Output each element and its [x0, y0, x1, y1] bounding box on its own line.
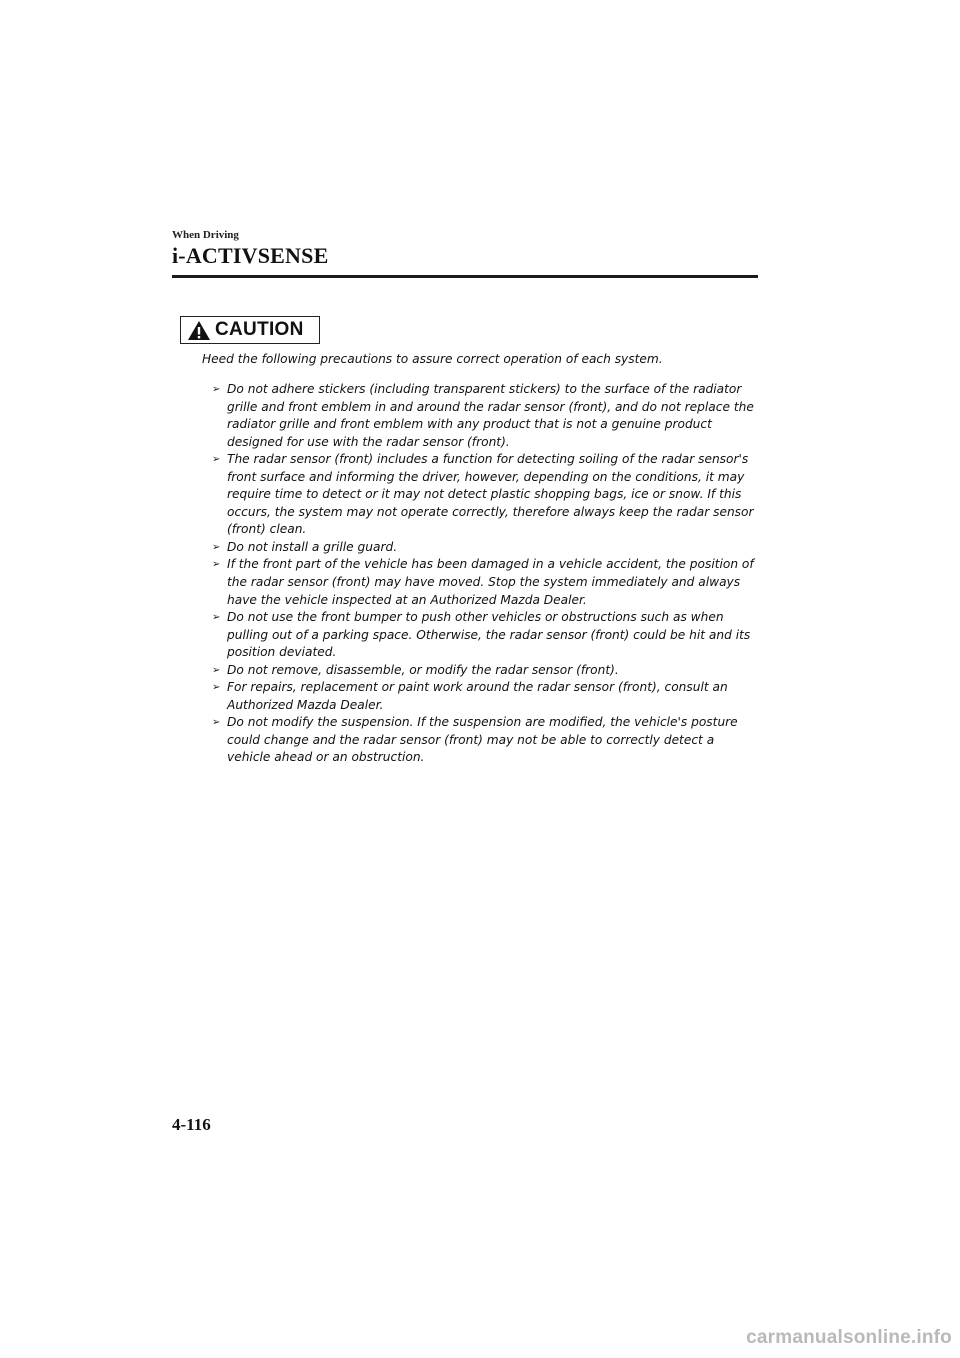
list-item-text: Do not install a grille guard.	[227, 539, 398, 554]
list-item	[212, 539, 760, 557]
caution-intro: Heed the following precautions to assure correct operation of each system.	[202, 352, 663, 366]
section-label: When Driving	[172, 229, 239, 241]
bullet-arrow-icon: ➢	[212, 541, 221, 553]
caution-text: CAUTION	[215, 319, 304, 340]
bullet-arrow-icon: ➢	[212, 559, 221, 571]
list-item	[212, 381, 760, 451]
bullet-arrow-icon: ➢	[212, 717, 221, 729]
bullet-arrow-icon: ➢	[212, 664, 221, 676]
list-item-text: Do not remove, disassemble, or modify the radar sensor (front).	[227, 662, 619, 677]
watermark-link[interactable]: carmanualsonline.info	[746, 1327, 952, 1348]
chapter-title: i-ACTIVSENSE	[172, 243, 329, 268]
list-item	[212, 556, 760, 609]
caution-list	[212, 381, 760, 767]
list-item	[212, 609, 760, 662]
list-item-text: Do not adhere stickers (including transparent stickers) to the surface of the radiator grille and front emblem in and around the radar sensor (front), and do not replace the radiator grille and front emblem with any product that is not a genuine product designed for use with the radar sensor (front).	[227, 382, 754, 449]
list-item-text: For repairs, replacement or paint work around the radar sensor (front), consult an Authorized Mazda Dealer.	[227, 680, 728, 712]
bullet-arrow-icon: ➢	[212, 612, 221, 624]
list-item-text: Do not modify the suspension. If the suspension are modified, the vehicle's posture could change and the radar sensor (front) may not be able to correctly detect a vehicle ahead or an obstruction.	[227, 715, 738, 765]
header-rule	[172, 275, 758, 278]
list-item	[212, 451, 760, 539]
bullet-arrow-icon: ➢	[212, 384, 221, 395]
caution-label	[180, 316, 320, 344]
bullet-arrow-icon: ➢	[212, 682, 221, 694]
bullet-arrow-icon: ➢	[212, 454, 221, 466]
list-item-text: If the front part of the vehicle has been damaged in a vehicle accident, the position of the radar sensor (front) may have moved. Stop the system immediately and always have the vehicle inspected at an Authorized Mazda Dealer.	[227, 557, 754, 607]
list-item-text: The radar sensor (front) includes a function for detecting soiling of the radar sensor's front surface and informing the driver, however, depending on the conditions, it may require time to detect or it may not detect plastic shopping bags, ice or snow. If this occurs, the system may not operate correctly, therefore always keep the radar sensor (front) clean.	[227, 452, 754, 537]
warning-triangle-icon	[187, 320, 211, 341]
page-number: 4-116	[172, 1115, 211, 1134]
list-item	[212, 714, 760, 767]
list-item	[212, 679, 760, 714]
list-item-text: Do not use the front bumper to push other vehicles or obstructions such as when pulling out of a parking space. Otherwise, the radar sensor (front) could be hit and its position deviated.	[227, 610, 751, 660]
list-item	[212, 662, 760, 680]
